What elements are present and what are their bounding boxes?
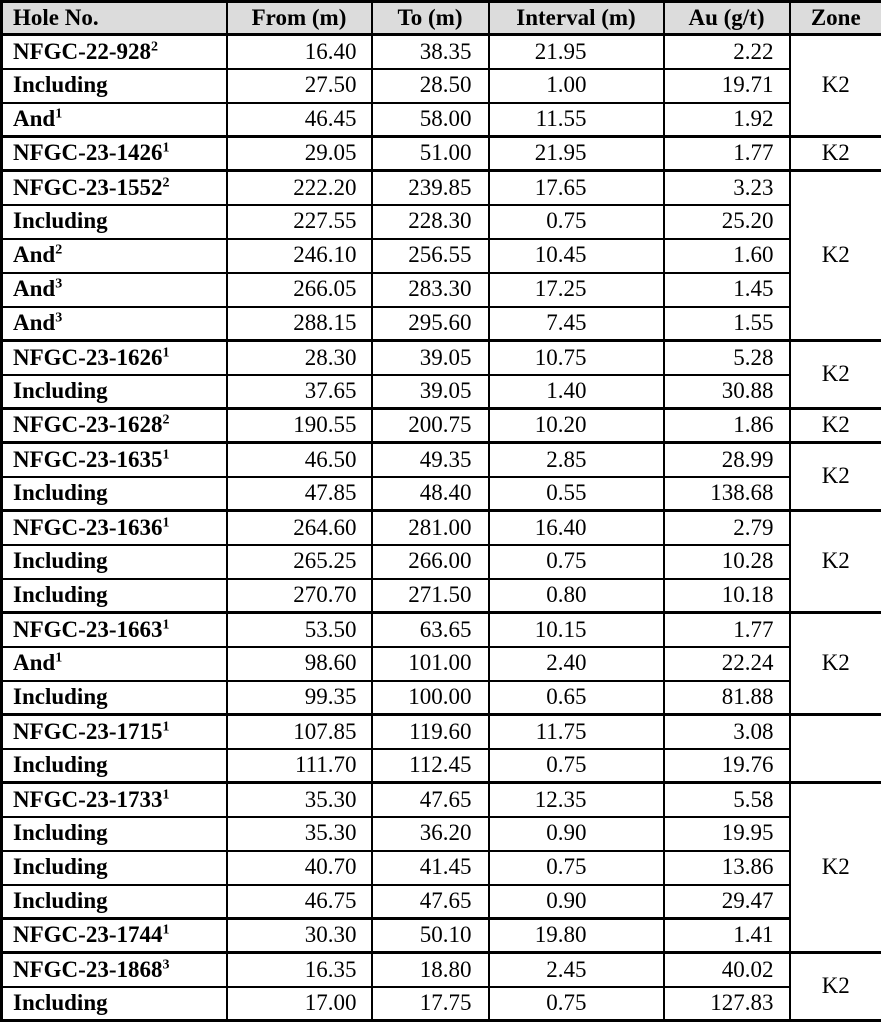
au-cell: 19.76 xyxy=(664,749,790,783)
col-header-zone: Zone xyxy=(790,2,881,35)
from-cell: 27.50 xyxy=(227,69,372,103)
hole-cell: Including xyxy=(2,69,227,103)
hole-cell: Including xyxy=(2,375,227,409)
to-cell: 51.00 xyxy=(372,137,489,171)
au-cell: 81.88 xyxy=(664,681,790,715)
to-cell: 47.65 xyxy=(372,783,489,817)
from-cell: 46.75 xyxy=(227,885,372,919)
au-cell: 28.99 xyxy=(664,443,790,477)
table-row xyxy=(2,851,881,885)
au-cell: 1.77 xyxy=(664,613,790,647)
from-cell: 40.70 xyxy=(227,851,372,885)
from-cell: 227.55 xyxy=(227,205,372,239)
hole-cell: Including xyxy=(2,205,227,239)
au-cell: 3.08 xyxy=(664,715,790,749)
from-cell: 107.85 xyxy=(227,715,372,749)
footnote-superscript: 2 xyxy=(150,39,158,55)
from-cell: 35.30 xyxy=(227,783,372,817)
from-cell: 29.05 xyxy=(227,137,372,171)
interval-cell: 2.45 xyxy=(489,953,664,987)
to-cell: 295.60 xyxy=(372,307,489,341)
interval-cell: 7.45 xyxy=(489,307,664,341)
table-row xyxy=(2,579,881,613)
table-row xyxy=(2,477,881,511)
from-cell: 111.70 xyxy=(227,749,372,783)
hole-cell: And$^1$ xyxy=(2,647,227,681)
interval-cell: 0.55 xyxy=(489,477,664,511)
from-cell: 37.65 xyxy=(227,375,372,409)
au-cell: 1.55 xyxy=(664,307,790,341)
table-row xyxy=(2,545,881,579)
hole-cell: NFGC-23-1628$^2$ xyxy=(2,409,227,443)
au-cell: 10.18 xyxy=(664,579,790,613)
au-cell: 1.86 xyxy=(664,409,790,443)
footnote-superscript: 1 xyxy=(55,106,63,122)
from-cell: 53.50 xyxy=(227,613,372,647)
from-cell: 190.55 xyxy=(227,409,372,443)
au-cell: 19.95 xyxy=(664,817,790,851)
footnote-superscript: 1 xyxy=(162,787,170,803)
zone-cell: K2 xyxy=(790,35,881,137)
au-cell: 1.60 xyxy=(664,239,790,273)
to-cell: 39.05 xyxy=(372,375,489,409)
to-cell: 112.45 xyxy=(372,749,489,783)
to-cell: 281.00 xyxy=(372,511,489,545)
footnote-superscript: 1 xyxy=(162,617,170,633)
col-header-au: Au (g/t) xyxy=(664,2,790,35)
hole-cell: Including xyxy=(2,885,227,919)
au-cell: 29.47 xyxy=(664,885,790,919)
hole-cell: NFGC-23-1626$^1$ xyxy=(2,341,227,375)
from-cell: 246.10 xyxy=(227,239,372,273)
footnote-superscript: 3 xyxy=(55,310,63,326)
interval-cell: 0.90 xyxy=(489,885,664,919)
from-cell: 35.30 xyxy=(227,817,372,851)
zone-cell: K2 xyxy=(790,443,881,511)
footnote-superscript: 2 xyxy=(55,242,63,258)
au-cell: 40.02 xyxy=(664,953,790,987)
to-cell: 239.85 xyxy=(372,171,489,205)
table-row xyxy=(2,341,881,375)
table-body xyxy=(2,35,881,1021)
hole-cell: NFGC-23-1552$^2$ xyxy=(2,171,227,205)
footnote-superscript: 1 xyxy=(162,515,170,531)
table-row xyxy=(2,749,881,783)
table-row xyxy=(2,953,881,987)
table-row xyxy=(2,511,881,545)
au-cell: 30.88 xyxy=(664,375,790,409)
col-header-from: From (m) xyxy=(227,2,372,35)
hole-cell: Including xyxy=(2,987,227,1021)
au-cell: 138.68 xyxy=(664,477,790,511)
table-row xyxy=(2,205,881,239)
from-cell: 288.15 xyxy=(227,307,372,341)
hole-cell: Including xyxy=(2,477,227,511)
to-cell: 100.00 xyxy=(372,681,489,715)
interval-cell: 0.75 xyxy=(489,749,664,783)
zone-cell: K2 xyxy=(790,511,881,613)
hole-cell: Including xyxy=(2,817,227,851)
zone-cell: K2 xyxy=(790,409,881,443)
interval-cell: 0.75 xyxy=(489,205,664,239)
to-cell: 47.65 xyxy=(372,885,489,919)
interval-cell: 0.75 xyxy=(489,851,664,885)
hole-cell: NFGC-23-1733$^1$ xyxy=(2,783,227,817)
to-cell: 101.00 xyxy=(372,647,489,681)
footnote-superscript: 1 xyxy=(162,345,170,361)
hole-cell: Including xyxy=(2,749,227,783)
interval-cell: 11.55 xyxy=(489,103,664,137)
to-cell: 36.20 xyxy=(372,817,489,851)
table-row xyxy=(2,443,881,477)
to-cell: 119.60 xyxy=(372,715,489,749)
table-row xyxy=(2,35,881,69)
hole-cell: NFGC-23-1426$^1$ xyxy=(2,137,227,171)
au-cell: 2.22 xyxy=(664,35,790,69)
zone-cell: K2 xyxy=(790,341,881,409)
interval-cell: 1.00 xyxy=(489,69,664,103)
interval-cell: 12.35 xyxy=(489,783,664,817)
table-row xyxy=(2,919,881,953)
table-row xyxy=(2,69,881,103)
zone-cell: K2 xyxy=(790,137,881,171)
col-header-hole-no: Hole No. xyxy=(2,2,227,35)
table-row xyxy=(2,307,881,341)
au-cell: 5.28 xyxy=(664,341,790,375)
au-cell: 1.92 xyxy=(664,103,790,137)
to-cell: 49.35 xyxy=(372,443,489,477)
interval-cell: 17.25 xyxy=(489,273,664,307)
au-cell: 3.23 xyxy=(664,171,790,205)
hole-cell: NFGC-23-1868$^3$ xyxy=(2,953,227,987)
header-row xyxy=(2,2,881,35)
hole-cell: NFGC-23-1635$^1$ xyxy=(2,443,227,477)
footnote-superscript: 1 xyxy=(162,447,170,463)
au-cell: 1.77 xyxy=(664,137,790,171)
hole-cell: Including xyxy=(2,545,227,579)
footnote-superscript: 1 xyxy=(162,922,170,938)
table-row xyxy=(2,273,881,307)
zone-cell xyxy=(790,715,881,783)
table-row xyxy=(2,103,881,137)
to-cell: 63.65 xyxy=(372,613,489,647)
to-cell: 228.30 xyxy=(372,205,489,239)
hole-cell: And$^2$ xyxy=(2,239,227,273)
interval-cell: 2.40 xyxy=(489,647,664,681)
to-cell: 283.30 xyxy=(372,273,489,307)
table-row xyxy=(2,715,881,749)
interval-cell: 0.80 xyxy=(489,579,664,613)
au-cell: 2.79 xyxy=(664,511,790,545)
au-cell: 1.41 xyxy=(664,919,790,953)
interval-cell: 10.15 xyxy=(489,613,664,647)
col-header-to: To (m) xyxy=(372,2,489,35)
from-cell: 30.30 xyxy=(227,919,372,953)
from-cell: 270.70 xyxy=(227,579,372,613)
table-row xyxy=(2,987,881,1021)
table-row xyxy=(2,409,881,443)
interval-cell: 16.40 xyxy=(489,511,664,545)
from-cell: 46.50 xyxy=(227,443,372,477)
au-cell: 5.58 xyxy=(664,783,790,817)
hole-cell: Including xyxy=(2,681,227,715)
au-cell: 1.45 xyxy=(664,273,790,307)
interval-cell: 0.65 xyxy=(489,681,664,715)
au-cell: 127.83 xyxy=(664,987,790,1021)
hole-cell: NFGC-23-1636$^1$ xyxy=(2,511,227,545)
footnote-superscript: 1 xyxy=(55,650,63,666)
to-cell: 28.50 xyxy=(372,69,489,103)
interval-cell: 19.80 xyxy=(489,919,664,953)
interval-cell: 10.45 xyxy=(489,239,664,273)
interval-cell: 0.90 xyxy=(489,817,664,851)
table-row xyxy=(2,613,881,647)
footnote-superscript: 1 xyxy=(162,140,170,156)
hole-cell: NFGC-23-1715$^1$ xyxy=(2,715,227,749)
table-row xyxy=(2,783,881,817)
to-cell: 266.00 xyxy=(372,545,489,579)
hole-cell: NFGC-23-1744$^1$ xyxy=(2,919,227,953)
hole-cell: And$^3$ xyxy=(2,307,227,341)
from-cell: 28.30 xyxy=(227,341,372,375)
from-cell: 99.35 xyxy=(227,681,372,715)
from-cell: 47.85 xyxy=(227,477,372,511)
interval-cell: 1.40 xyxy=(489,375,664,409)
to-cell: 41.45 xyxy=(372,851,489,885)
from-cell: 98.60 xyxy=(227,647,372,681)
au-cell: 10.28 xyxy=(664,545,790,579)
zone-cell: K2 xyxy=(790,613,881,715)
to-cell: 200.75 xyxy=(372,409,489,443)
from-cell: 264.60 xyxy=(227,511,372,545)
to-cell: 39.05 xyxy=(372,341,489,375)
interval-cell: 10.20 xyxy=(489,409,664,443)
table-row xyxy=(2,817,881,851)
footnote-superscript: 3 xyxy=(162,957,170,973)
from-cell: 16.40 xyxy=(227,35,372,69)
interval-cell: 11.75 xyxy=(489,715,664,749)
interval-cell: 0.75 xyxy=(489,545,664,579)
au-cell: 22.24 xyxy=(664,647,790,681)
hole-cell: Including xyxy=(2,579,227,613)
table-row xyxy=(2,681,881,715)
table-row xyxy=(2,885,881,919)
table-row xyxy=(2,137,881,171)
hole-cell: Including xyxy=(2,851,227,885)
interval-cell: 21.95 xyxy=(489,35,664,69)
au-cell: 13.86 xyxy=(664,851,790,885)
table-row xyxy=(2,239,881,273)
zone-cell: K2 xyxy=(790,783,881,953)
to-cell: 18.80 xyxy=(372,953,489,987)
footnote-superscript: 1 xyxy=(162,719,170,735)
interval-cell: 0.75 xyxy=(489,987,664,1021)
hole-cell: And$^1$ xyxy=(2,103,227,137)
hole-cell: And$^3$ xyxy=(2,273,227,307)
interval-cell: 2.85 xyxy=(489,443,664,477)
to-cell: 48.40 xyxy=(372,477,489,511)
zone-cell: K2 xyxy=(790,953,881,1021)
to-cell: 58.00 xyxy=(372,103,489,137)
interval-cell: 17.65 xyxy=(489,171,664,205)
au-cell: 25.20 xyxy=(664,205,790,239)
to-cell: 256.55 xyxy=(372,239,489,273)
from-cell: 16.35 xyxy=(227,953,372,987)
au-cell: 19.71 xyxy=(664,69,790,103)
interval-cell: 21.95 xyxy=(489,137,664,171)
footnote-superscript: 2 xyxy=(162,412,170,428)
footnote-superscript: 2 xyxy=(162,175,170,191)
from-cell: 265.25 xyxy=(227,545,372,579)
to-cell: 50.10 xyxy=(372,919,489,953)
from-cell: 17.00 xyxy=(227,987,372,1021)
from-cell: 222.20 xyxy=(227,171,372,205)
from-cell: 46.45 xyxy=(227,103,372,137)
to-cell: 271.50 xyxy=(372,579,489,613)
footnote-superscript: 3 xyxy=(55,276,63,292)
table-row xyxy=(2,375,881,409)
interval-cell: 10.75 xyxy=(489,341,664,375)
to-cell: 17.75 xyxy=(372,987,489,1021)
hole-cell: NFGC-22-928$^2$ xyxy=(2,35,227,69)
col-header-interval: Interval (m) xyxy=(489,2,664,35)
from-cell: 266.05 xyxy=(227,273,372,307)
to-cell: 38.35 xyxy=(372,35,489,69)
hole-cell: NFGC-23-1663$^1$ xyxy=(2,613,227,647)
table-row xyxy=(2,171,881,205)
table-row xyxy=(2,647,881,681)
zone-cell: K2 xyxy=(790,171,881,341)
